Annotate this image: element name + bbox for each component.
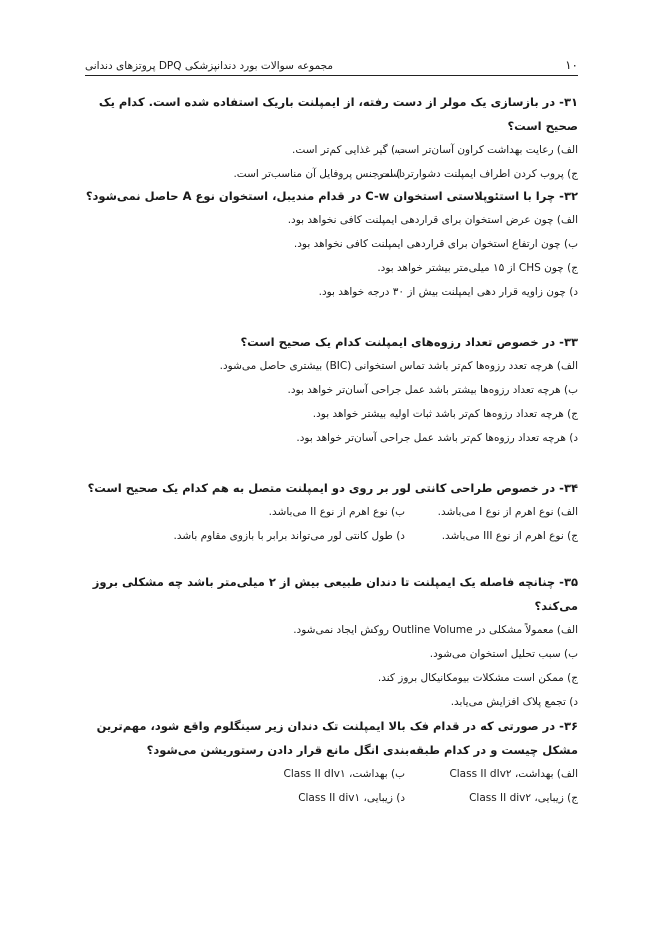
page-header [85,54,578,76]
option-row [85,524,578,548]
question-31 [85,90,578,186]
option-d: د) تجمع پلاک افزایش می‌یابد. [450,696,578,708]
question-text: ۳۴- در خصوص طراحی کانتی لور بر روی دو ایمپلنت متصل به هم کدام یک صحیح است؟ [87,481,578,495]
question-text: ۳۲- چرا با استئوپلاستی استخوان C-w در قدام مندیبل، استخوان نوع A حاصل نمی‌شود؟ [85,189,578,203]
option-c: ج) ممکن است مشکلات بیومکانیکال بروز کند. [377,672,578,684]
option-a: الف) بهداشت، Class II dIv۲ [449,768,578,780]
option-row [85,762,578,786]
question-text: ۳۳- در خصوص تعداد رزوه‌های ایمپلنت کدام یک صحیح است؟ [240,335,578,349]
option-row [85,138,578,162]
option-c: ج) چون CHS از ۱۵ میلی‌متر بیشتر خواهد بود. [377,262,578,274]
option-c: ج) زیبایی، Class II div۲ [469,792,578,804]
option-d: د) زیبایی، Class II div۱ [298,792,405,804]
option-b: ب) بهداشت، Class II dIv۱ [283,768,405,780]
option-d: د) امرجنس پروفایل آن مناسب‌تر است. [233,168,405,180]
book-title: مجموعه سوالات بورد دندانپزشکی DPQ پروتزهای دندانی [85,60,334,72]
option-c: ج) هرچه تعداد رزوه‌ها کم‌تر باشد ثبات اولیه بیشتر خواهد بود. [312,408,578,420]
option-c: ج) نوع اهرم از نوع III می‌باشد. [441,530,578,542]
option-b: ب) نوع اهرم از نوع II می‌باشد. [268,506,405,518]
option-a: الف) رعایت بهداشت کراون آسان‌تر است. [393,144,578,156]
option-a: الف) معمولاً مشکلی در Outline Volume روکش ایجاد نمی‌شود. [293,624,578,636]
question-32 [85,184,578,304]
question-33 [85,330,578,450]
option-b: ب) چون ارتفاع استخوان برای قراردهی ایمپلنت کافی نخواهد بود. [293,238,578,250]
option-a: الف) چون عرض استخوان برای قراردهی ایمپلنت کافی نخواهد بود. [287,214,578,226]
question-36 [85,714,578,810]
option-c: ج) پروب کردن اطراف ایمپلنت دشوارتر است. [376,168,578,180]
question-text: ۳۱- در بازسازی یک مولر از دست رفته، از ایمپلنت باریک استفاده شده است. کدام یک صحیح است؟ [98,95,578,133]
page-number: ۱۰ [565,58,578,72]
question-text: ۳۶- در صورتی که در قدام فک بالا ایمپلنت تک دندان زیر سینگلوم واقع شود، مهم‌ترین مشکل چیست و در کدام طبقه‌بندی انگل مانع قرار دادن رستوریشن می‌شود؟ [96,719,578,757]
option-b: ب) گیر غذایی کم‌تر است. [292,144,405,156]
option-d: د) چون زاویه قرار دهی ایمپلنت بیش از ۳۰ درجه خواهد بود. [318,286,578,298]
option-b: ب) هرچه تعداد رزوه‌ها بیشتر باشد عمل جراحی آسان‌تر خواهد بود. [287,384,578,396]
option-d: د) طول کانتی لور می‌تواند برابر با بازوی مقاوم باشد. [173,530,405,542]
question-35 [85,570,578,714]
option-a: الف) هرچه تعدد رزوه‌ها کم‌تر باشد تماس استخوانی (BIC) بیشتری حاصل می‌شود. [219,360,578,372]
option-d: د) هرچه تعداد رزوه‌ها کم‌تر باشد عمل جراحی آسان‌تر خواهد بود. [296,432,578,444]
question-34 [85,476,578,548]
option-row [85,500,578,524]
option-b: ب) سبب تحلیل استخوان می‌شود. [429,648,578,660]
option-row [85,786,578,810]
option-row [85,162,578,186]
option-a: الف) نوع اهرم از نوع I می‌باشد. [437,506,578,518]
question-text: ۳۵- چنانچه فاصله یک ایمپلنت تا دندان طبیعی بیش از ۲ میلی‌متر باشد چه مشکلی بروز می‌کند؟ [92,575,578,613]
